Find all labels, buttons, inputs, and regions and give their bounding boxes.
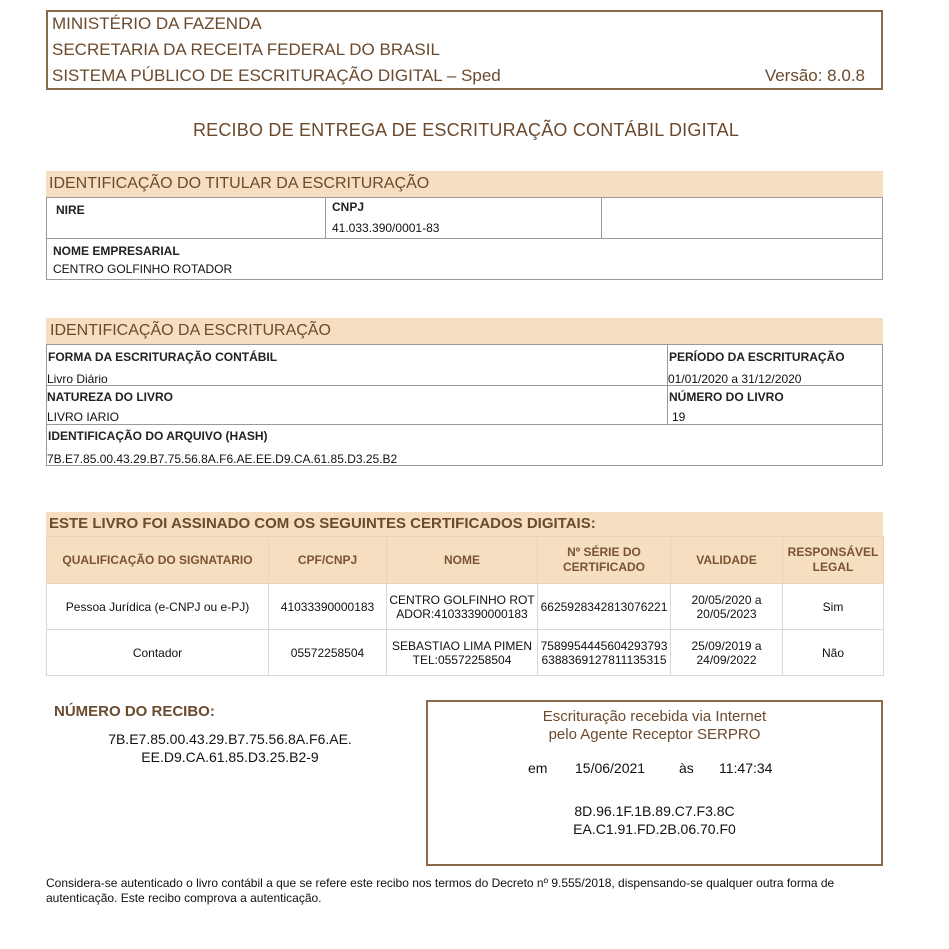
- serpro-date: 15/06/2021: [575, 760, 646, 776]
- cell-qualificacao: Pessoa Jurídica (e-CNPJ ou e-PJ): [47, 584, 269, 630]
- recibo-value: [60, 730, 400, 766]
- serpro-as: às: [679, 760, 694, 776]
- serpro-hash-line-1: 8D.96.1F.1B.89.C7.F3.8C: [574, 803, 735, 819]
- table-row: [47, 584, 884, 630]
- serpro-em: em: [528, 760, 548, 776]
- forma-label: FORMA DA ESCRITURAÇÃO CONTÁBIL: [48, 350, 278, 364]
- col-header-responsavel: RESPONSÁVEL LEGAL: [783, 537, 884, 584]
- nire-label: NIRE: [56, 203, 85, 217]
- serpro-hash-line-2: EA.C1.91.FD.2B.06.70.F0: [573, 821, 736, 837]
- periodo-label: PERÍODO DA ESCRITURAÇÃO: [669, 350, 845, 364]
- hash-label: IDENTIFICAÇÃO DO ARQUIVO (HASH): [48, 429, 268, 443]
- table-header-row: [47, 537, 884, 584]
- certificados-table: [46, 536, 884, 676]
- cnpj-value: 41.033.390/0001-83: [332, 221, 440, 235]
- natureza-label: NATUREZA DO LIVRO: [47, 390, 173, 404]
- cnpj-label: CNPJ: [332, 200, 365, 214]
- cell-responsavel: Sim: [783, 584, 884, 630]
- serpro-receipt-box: [426, 700, 883, 866]
- cell-validade: 20/05/2020 a 20/05/2023: [671, 584, 783, 630]
- recibo-value-line-2: EE.D9.CA.61.85.D3.25.B2-9: [141, 749, 319, 765]
- header-secretariat: SECRETARIA DA RECEITA FEDERAL DO BRASIL: [52, 40, 440, 59]
- serpro-line-2: pelo Agente Receptor SERPRO: [548, 726, 761, 743]
- forma-value: Livro Diário: [47, 372, 108, 386]
- nome-empresarial-label: NOME EMPRESARIAL: [53, 244, 180, 258]
- serpro-time: 11:47:34: [719, 760, 773, 776]
- document-title: RECIBO DE ENTREGA DE ESCRITURAÇÃO CONTÁBIL DIGITAL: [192, 120, 740, 140]
- numero-livro-value: 19: [672, 410, 686, 424]
- recibo-value-line-1: 7B.E7.85.00.43.29.B7.75.56.8A.F6.AE.: [108, 731, 352, 747]
- cell-nome: SEBASTIAO LIMA PIMENTEL:05572258504: [387, 630, 538, 676]
- numero-livro-label: NÚMERO DO LIVRO: [669, 390, 784, 404]
- cell-cpf-cnpj: 05572258504: [269, 630, 387, 676]
- col-header-qualificacao: QUALIFICAÇÃO DO SIGNATARIO: [47, 537, 269, 584]
- header-system: SISTEMA PÚBLICO DE ESCRITURAÇÃO DIGITAL – Sped: [52, 66, 501, 85]
- cell-responsavel: Não: [783, 630, 884, 676]
- header-version: Versão: 8.0.8: [764, 66, 865, 85]
- recibo-label: NÚMERO DO RECIBO:: [54, 703, 215, 720]
- table-row: [47, 630, 884, 676]
- divider: [46, 424, 883, 425]
- cell-nome: CENTRO GOLFINHO ROTADOR:41033390000183: [387, 584, 538, 630]
- col-header-validade: VALIDADE: [671, 537, 783, 584]
- cell-serie: 75899544456042937936388369127811135315: [538, 630, 671, 676]
- cell-validade: 25/09/2019 a 24/09/2022: [671, 630, 783, 676]
- serpro-line-1: Escrituração recebida via Internet: [542, 708, 767, 725]
- periodo-value: 01/01/2020 a 31/12/2020: [668, 372, 802, 386]
- nome-empresarial-value: CENTRO GOLFINHO ROTADOR: [53, 262, 233, 276]
- header-box: [46, 10, 883, 90]
- escrituracao-section-title: IDENTIFICAÇÃO DA ESCRITURAÇÃO: [50, 322, 331, 339]
- cell-serie: 6625928342813076221: [538, 584, 671, 630]
- escrituracao-section-header: [46, 318, 883, 344]
- certificados-section-title: ESTE LIVRO FOI ASSINADO COM OS SEGUINTES CERTIFICADOS DIGITAIS:: [49, 515, 596, 532]
- col-header-cpf-cnpj: CPF/CNPJ: [269, 537, 387, 584]
- certificados-section-header: [46, 512, 883, 536]
- titular-section-header: [46, 171, 883, 197]
- footer-note: Considera-se autenticado o livro contábil a que se refere este recibo nos termos do Decreto nº 9.555/2018, dispensando-se qualquer outra forma de autenticação. Este recibo comprova a autenticação.: [46, 876, 835, 905]
- natureza-value: LIVRO IARIO: [47, 410, 120, 424]
- cell-cpf-cnpj: 41033390000183: [269, 584, 387, 630]
- header-ministry: MINISTÉRIO DA FAZENDA: [52, 14, 262, 33]
- col-header-nome: NOME: [387, 537, 538, 584]
- titular-section-title: IDENTIFICAÇÃO DO TITULAR DA ESCRITURAÇÃO: [49, 175, 430, 192]
- hash-value: 7B.E7.85.00.43.29.B7.75.56.8A.F6.AE.EE.D9.CA.61.85.D3.25.B2: [47, 452, 398, 466]
- col-header-serie: Nº SÉRIE DO CERTIFICADO: [538, 537, 671, 584]
- cell-qualificacao: Contador: [47, 630, 269, 676]
